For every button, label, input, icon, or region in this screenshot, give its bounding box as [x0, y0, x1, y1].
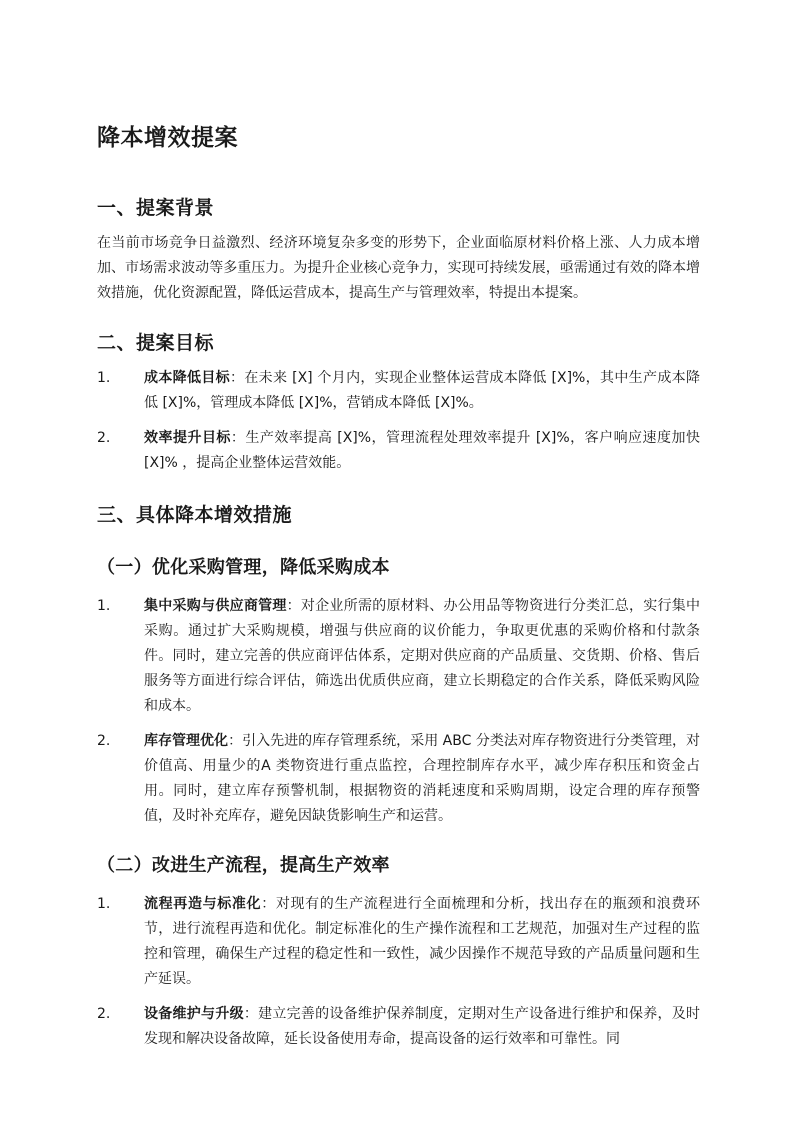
- document-page: [97, 121, 700, 1052]
- section-heading-goals: 二、提案目标: [97, 332, 215, 354]
- list-item: [97, 892, 700, 992]
- item-text: ：生产效率提高 [X]%，管理流程处理效率提升 [X]%，客户响应速度加快 [X]% ，提高企业整体运营效能。: [144, 430, 700, 471]
- list-number: 1.: [97, 896, 111, 912]
- subsection-heading-procurement: （一）优化采购管理，降低采购成本: [97, 557, 390, 578]
- list-number: 1.: [97, 598, 111, 614]
- list-item: [97, 426, 700, 476]
- list-number: 2.: [97, 1006, 111, 1022]
- subsection-heading-production: （二）改进生产流程，提高生产效率: [97, 855, 390, 876]
- item-text: ：在未来 [X] 个月内，实现企业整体运营成本降低 [X]%，其中生产成本降低 [X]%，管理成本降低 [X]%，营销成本降低 [X]%。: [144, 370, 700, 411]
- item-label: 效率提升目标: [144, 430, 231, 446]
- item-label: 集中采购与供应商管理: [144, 598, 287, 614]
- item-text: ：对现有的生产流程进行全面梳理和分析，找出存在的瓶颈和浪费环节，进行流程再造和优化。制定标准化的生产操作流程和工艺规范，加强对生产过程的监控和管理，确保生产过程的稳定性和一致性，减少因操作不规范导致的产品质量问题和生产延误。: [144, 896, 701, 987]
- item-label: 流程再造与标准化: [144, 896, 262, 912]
- document-title: 降本增效提案: [97, 125, 238, 151]
- item-text: ：对企业所需的原材料、办公用品等物资进行分类汇总，实行集中采购。通过扩大采购规模，增强与供应商的议价能力，争取更优惠的采购价格和付款条件。同时，建立完善的供应商评估体系，定期对供应商的产品质量、交货期、价格、售后服务等方面进行综合评估，筛选出优质供应商，建立长期稳定的合作关系，降低采购风险和成本。: [144, 598, 701, 714]
- section-heading-measures: 三、具体降本增效措施: [97, 504, 293, 526]
- section-heading-background: 一、提案背景: [97, 197, 215, 219]
- goals-list: [97, 366, 700, 476]
- procurement-list: [97, 594, 700, 829]
- list-item: [97, 729, 700, 829]
- item-label: 设备维护与升级: [144, 1006, 244, 1022]
- production-list: [97, 892, 700, 1052]
- item-text: ：引入先进的库存管理系统，采用 ABC 分类法对库存物资进行分类管理，对价值高、用量少的A 类物资进行重点监控，合理控制库存水平，减少库存积压和资金占用。同时，建立库存预警机制，根据物资的消耗速度和采购周期，设定合理的库存预警值，及时补充库存，避免因缺货影响生产和运营。: [144, 733, 700, 824]
- list-item: [97, 1002, 700, 1052]
- list-number: 1.: [97, 370, 111, 386]
- item-label: 库存管理优化: [144, 733, 229, 749]
- item-text: ：建立完善的设备维护保养制度，定期对生产设备进行维护和保养，及时发现和解决设备故障，延长设备使用寿命，提高设备的运行效率和可靠性。同: [144, 1006, 700, 1047]
- list-item: [97, 366, 700, 416]
- list-number: 2.: [97, 430, 111, 446]
- item-label: 成本降低目标: [144, 370, 230, 386]
- list-item: [97, 594, 700, 719]
- background-paragraph: 在当前市场竞争日益激烈、经济环境复杂多变的形势下，企业面临原材料价格上涨、人力成本增加、市场需求波动等多重压力。为提升企业核心竞争力，实现可持续发展，亟需通过有效的降本增效措施，优化资源配置，降低运营成本，提高生产与管理效率，特提出本提案。: [97, 235, 700, 301]
- list-number: 2.: [97, 733, 111, 749]
